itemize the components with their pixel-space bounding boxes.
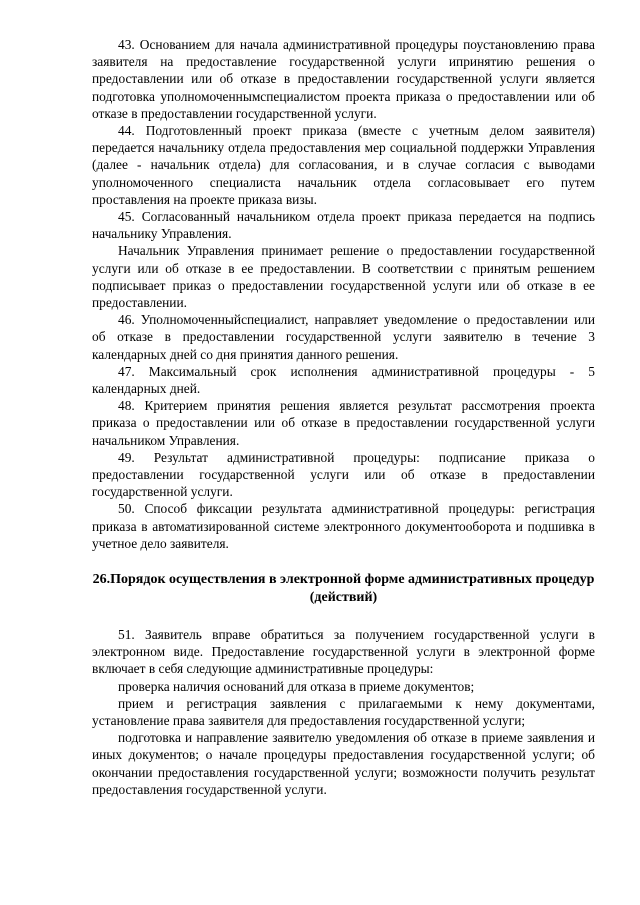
paragraph-head-decision: Начальник Управления принимает решение о предоставлении государственной услуги или об отказе в ее предоставлении. В соответствии с принятым решением подписывает приказ о предоставлении государственной услуги или об отказе в ее предоставлении. — [92, 243, 595, 311]
document-page — [92, 36, 595, 798]
paragraph-45: 45. Согласованный начальником отдела проект приказа передается на подпись начальнику Управления. — [92, 209, 595, 242]
paragraph-46: 46. Уполномоченныйспециалист, направляет уведомление о предоставлении или об отказе в предоставлении государственной услуги заявителю в течение 3 календарных дней со дня принятия данного решения. — [92, 312, 595, 362]
section-heading: 26.Порядок осуществления в электронной форме административных процедур (действий) — [92, 572, 595, 605]
list-item-notification: подготовка и направление заявителю уведомления об отказе в приеме заявления и иных документов; о начале процедуры предоставления государственной услуги; об окончании предоставления государственной услуги; возможности получить результат предоставления государственной услуги. — [92, 730, 595, 797]
paragraph-50: 50. Способ фиксации результата административной процедуры: регистрация приказа в автоматизированной системе электронного документооборота и подшивка в учетное дело заявителя. — [92, 501, 595, 551]
paragraph-43: 43. Основанием для начала административной процедуры поустановлению права заявителя на предоставление государственной услуги ипринятию решения о предоставлении или об отказе в предоставлении государственной услуги является подготовка уполномоченнымспециалистом проекта приказа о предоставлении или об отказе в предоставлении государственной услуги. — [92, 37, 595, 121]
paragraph-51: 51. Заявитель вправе обратиться за получением государственной услуги в электронном виде. Предоставление государственной услуги в электронной форме включает в себя следующие административные процедуры: — [92, 626, 595, 677]
paragraph-49: 49. Результат административной процедуры: подписание приказа о предоставлении государственной услуги или об отказе в предоставлении государственной услуги. — [92, 449, 595, 500]
list-item-check-grounds: проверка наличия оснований для отказа в приеме документов; — [118, 678, 475, 694]
paragraph-44: 44. Подготовленный проект приказа (вместе с учетным делом заявителя) передается начальнику отдела предоставления мер социальной поддержки Управления (далее - начальник отдела) для согласования, и в случае согласия с выводами уполномоченного специалиста начальник отдела согласовывает его путем проставления на проекте приказа визы. — [92, 123, 595, 207]
paragraph-47: 47. Максимальный срок исполнения административной процедуры - 5 календарных дней. — [92, 363, 595, 397]
list-item-reception-registration: прием и регистрация заявления с прилагаемыми к нему документами, установление права заявителя для предоставления государственной услуги; — [92, 695, 595, 728]
paragraph-48: 48. Критерием принятия решения является результат рассмотрения проекта приказа о предоставлении или об отказе в предоставлении государственной услуги начальником Управления. — [92, 398, 595, 448]
